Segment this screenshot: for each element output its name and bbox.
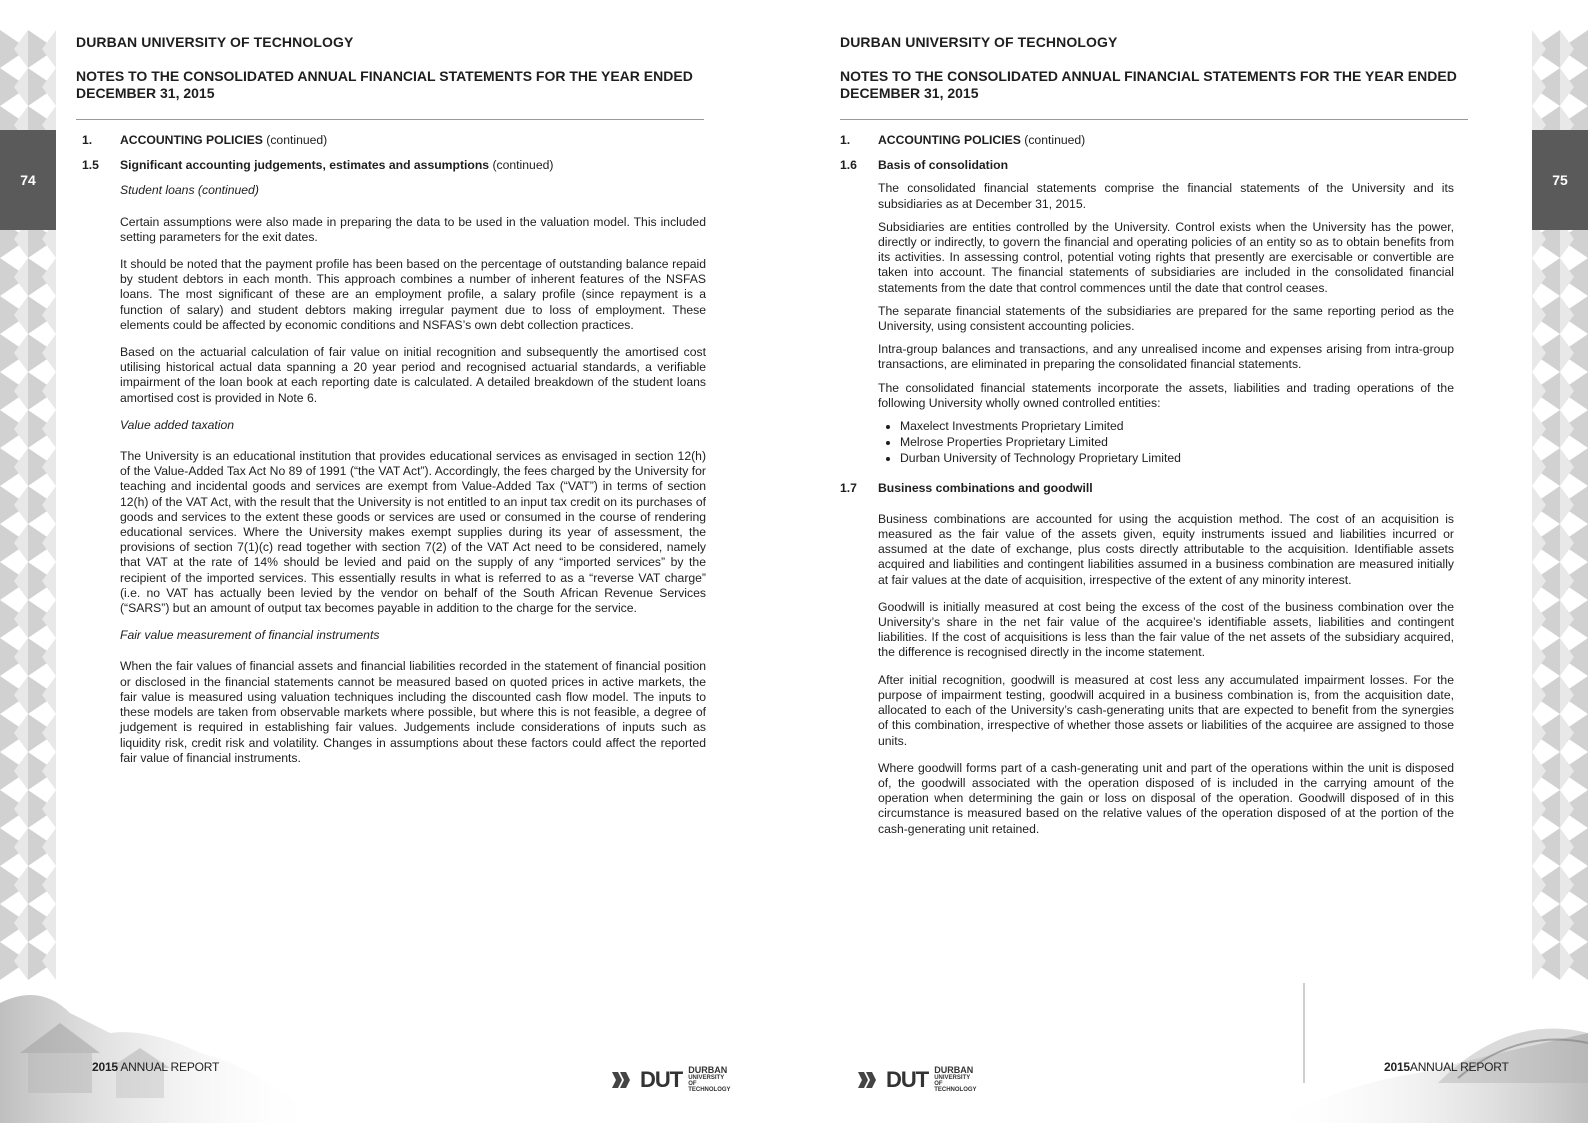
dut-logo-name <box>688 1065 731 1093</box>
page-number: 75 <box>1552 172 1568 188</box>
paragraph: Goodwill is initially measured at cost being the excess of the cost of the business combination over the University’s share in the net fair value of the acquiree’s identifiable assets, liabilities and contingent liabilities. If the cost of acquisitions is less than the fair value of the net assets of the subsidiary acquired, the difference is recognised directly in the income statement. <box>878 599 1454 660</box>
subsection-title <box>120 158 553 173</box>
footer-annual-report <box>92 1060 219 1074</box>
page-content <box>82 133 706 778</box>
subsection-heading-1-7 <box>840 481 1454 496</box>
paragraph: When the fair values of financial assets and financial liabilities recorded in the statement of financial position or disclosed in the financial statements cannot be measured based on quoted prices in active markets, the fair value is measured using valuation techniques including the discounted cash flow model. The inputs to these models are taken from observable markets where possible, but where this is not feasible, a degree of judgement is required in establishing fair values. Judgements include considerations of inputs such as liquidity risk, credit risk and volatility. Changes in assumptions about these factors could affect the reported fair value of financial instruments. <box>120 659 706 765</box>
logo-line2: UNIVERSITY OF <box>934 1075 971 1087</box>
section-continued: (continued) <box>1020 133 1086 147</box>
section-number: 1. <box>82 133 93 147</box>
subsection-number: 1.6 <box>840 158 857 173</box>
section-title <box>120 133 327 148</box>
university-name: DURBAN UNIVERSITY OF TECHNOLOGY <box>76 34 354 50</box>
subsection-title: Business combinations and goodwill <box>878 480 1093 495</box>
paragraph: Certain assumptions were also made in preparing the data to be used in the valuation model. This included setting parameters for the exit dates. <box>120 214 706 244</box>
footer-stadium-image <box>1268 973 1588 1123</box>
section-title-text: ACCOUNTING POLICIES <box>878 133 1021 147</box>
page-header <box>76 34 704 102</box>
dut-logo-mark-icon <box>612 1072 634 1088</box>
subsection-title: Basis of consolidation <box>878 158 1009 173</box>
page-content <box>840 133 1454 849</box>
list-item: • Maxelect Investments Proprietary Limited <box>900 419 1454 434</box>
list-item: • Melrose Properties Proprietary Limited <box>900 435 1454 450</box>
page-number-tab <box>0 130 56 230</box>
notes-title: NOTES TO THE CONSOLIDATED ANNUAL FINANCIAL STATEMENTS FOR THE YEAR ENDED DECEMBER 31, 2015 <box>840 68 1457 101</box>
list-item: • Durban University of Technology Proprietary Limited <box>900 451 1454 466</box>
subsection-number: 1.7 <box>840 480 857 495</box>
footer-year: 2015 <box>92 1060 118 1074</box>
paragraph: Intra-group balances and transactions, and any unrealised income and expenses arising from intra-group transactions, are eliminated in preparing the consolidated financial statements. <box>878 342 1454 372</box>
section-number: 1. <box>840 133 851 147</box>
paragraph: After initial recognition, goodwill is measured at cost less any accumulated impairment losses. For the purpose of impairment testing, goodwill acquired in a business combination is, from the acquisition date, allocated to each of the University’s cash-generating units that are expected to benefit from the synergies of this combination, irrespective of whether those assets or liabilities of the acquiree are assigned to those units. <box>878 672 1454 748</box>
section-heading <box>840 133 1454 148</box>
logo-line3: TECHNOLOGY <box>688 1087 731 1093</box>
paragraph: Where goodwill forms part of a cash-generating unit and part of the operations within the unit is disposed of, the goodwill associated with the operation disposed of is included in the carrying amount of the operation when determining the gain or loss on disposal of the operation. Goodwill disposed of in this circumstance is measured based on the relative values of the operation disposed of at the portion of the cash-generating unit retained. <box>878 760 1454 836</box>
logo-line3: TECHNOLOGY <box>934 1087 977 1093</box>
section-title <box>878 133 1085 148</box>
header-divider <box>76 119 704 120</box>
subsection-number: 1.5 <box>82 158 99 173</box>
footer-report-text: ANNUAL REPORT <box>1409 1060 1509 1074</box>
heading-vat: Value added taxation <box>120 417 235 432</box>
paragraph: The consolidated financial statements comprise the financial statements of the University and its subsidiaries as at December 31, 2015. <box>878 181 1454 211</box>
logo-line1: DURBAN <box>688 1065 728 1075</box>
logo-line2: UNIVERSITY OF <box>688 1075 725 1087</box>
paragraph: The consolidated financial statements incorporate the assets, liabilities and trading operations of the following University wholly owned controlled entities: <box>878 380 1454 410</box>
paragraph: The separate financial statements of the subsidiaries are prepared for the same reporting period as the University, using consistent accounting policies. <box>878 303 1454 334</box>
dut-logo-name <box>934 1065 977 1093</box>
dut-logo <box>858 1065 977 1093</box>
header-divider <box>840 119 1468 120</box>
paragraph: Business combinations are accounted for using the acquistion method. The cost of an acquisition is measured as the fair value of the assets given, equity instruments issued and liabilities incurred or assumed at the date of exchange, plus costs directly attributable to the acquisition. Identifiable assets acquired and liabilities and contingent liabilities assumed in a business combination are measured initially at fair values at the date of acquisition, irrespective of the extent of any minority interest. <box>878 511 1454 587</box>
logo-line1: DURBAN <box>934 1065 974 1075</box>
paragraph: Subsidiaries are entities controlled by the University. Control exists when the University has the power, directly or indirectly, to govern the financial and operating policies of an entity so as to obtain benefits from its activities. In assessing control, potential voting rights that presently are exercisable or convertible are taken into account. The financial statements of subsidiaries are included in the consolidated financial statements from the date that control commences until the date that control ceases. <box>878 219 1454 295</box>
paragraph: Based on the actuarial calculation of fair value on initial recognition and subsequently the amortised cost utilising historical actual data spanning a 20 year period and recognised actuarial standards, a verifiable impairment of the loan book at each reporting date is calculated. A detailed breakdown of the student loans amortised cost is provided in Note 6. <box>120 345 706 405</box>
footer-year: 2015 <box>1384 1060 1410 1074</box>
dut-logo-mark-icon <box>858 1072 880 1088</box>
paragraph: It should be noted that the payment profile has been based on the percentage of outstanding balance repaid by student debtors in each month. This approach combines a number of inherent features of the NSFAS loans. The most significant of these are an employment profile, a salary profile (since repayment is a function of salary) and student debtors making irregular payment due to loss of employment. These elements could be affected by economic conditions and NSFAS’s own debt collection practices. <box>120 257 706 332</box>
dut-wordmark: DUT <box>886 1066 929 1092</box>
section-heading <box>82 133 706 148</box>
subsection-continued: (continued) <box>489 158 554 173</box>
heading-student-loans: Student loans (continued) <box>120 183 259 198</box>
dut-wordmark: DUT <box>640 1066 683 1092</box>
university-name: DURBAN UNIVERSITY OF TECHNOLOGY <box>840 34 1118 50</box>
subsection-heading-1-6 <box>840 158 1454 173</box>
heading-fair-value: Fair value measurement of financial instruments <box>120 628 380 643</box>
page-number-tab <box>1532 130 1588 230</box>
footer-village-image <box>0 973 320 1123</box>
page-right <box>794 0 1588 1123</box>
dut-logo <box>612 1065 731 1093</box>
subsection-title-text: Significant accounting judgements, estimates and assumptions <box>120 158 490 173</box>
footer-annual-report <box>1384 1060 1509 1074</box>
section-continued: (continued) <box>262 133 328 147</box>
subsection-heading <box>82 158 706 173</box>
page-header <box>840 34 1468 102</box>
notes-title: NOTES TO THE CONSOLIDATED ANNUAL FINANCIAL STATEMENTS FOR THE YEAR ENDED DECEMBER 31, 2015 <box>76 68 693 101</box>
page-number: 74 <box>20 172 36 188</box>
paragraph: The University is an educational institution that provides educational services as envisaged in section 12(h) of the Value-Added Tax Act No 89 of 1991 (“the VAT Act”). Accordingly, the fees charged by the University for teaching and incidental goods and services are exempt from Value-Added Tax (“VAT”) in terms of section 12(h) of the VAT Act, with the result that the University is not entitled to an input tax credit on its purchases of goods and services to the extent these goods or services are used or consumed in the course of rendering educational services. Where the University makes exempt supplies during its year of assessment, the provisions of section 7(1)(c) read together with section 7(2) of the VAT Act need to be considered, namely that VAT at the rate of 14% should be levied and paid on the supply of any “imported services” by the recipient of the imported services. This essentially results in what is referred to as a “reverse VAT charge” (i.e. no VAT has actually been levied by the vendor on behalf of the South African Revenue Services (“SARS”) but an amount of output tax becomes payable in addition to the charge for the service. <box>120 449 706 616</box>
entity-list <box>878 419 1454 467</box>
section-title-text: ACCOUNTING POLICIES <box>120 133 263 147</box>
footer-report-text: ANNUAL REPORT <box>117 1060 220 1074</box>
